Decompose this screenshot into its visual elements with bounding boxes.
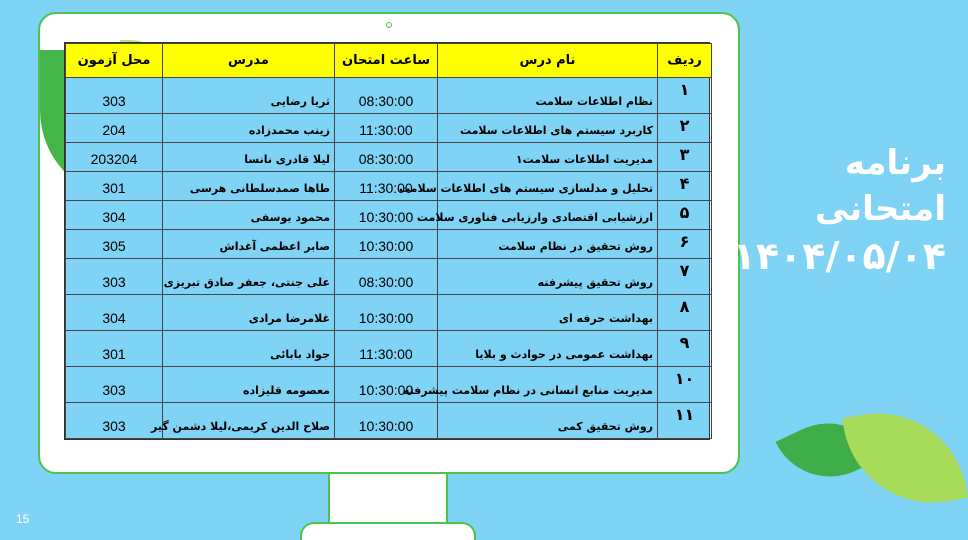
exam-time-cell: 10:30:00 — [335, 230, 438, 259]
table-row — [66, 331, 712, 367]
monitor-neck — [328, 474, 448, 524]
location-cell: 304 — [66, 295, 163, 331]
page-number: 15 — [16, 512, 30, 526]
monitor-base — [300, 522, 476, 540]
table-row — [66, 295, 712, 331]
course-name-cell: روش تحقیق در نظام سلامت — [438, 230, 658, 259]
exam-time-cell: 08:30:00 — [335, 78, 438, 114]
table-row — [66, 230, 712, 259]
header-location: محل آزمون — [66, 44, 163, 78]
table-row — [66, 201, 712, 230]
camera-dot — [386, 22, 392, 28]
teacher-cell: صلاح الدین کریمی،لیلا دشمن گیر — [163, 403, 335, 439]
course-name-cell: نظام اطلاعات سلامت — [438, 78, 658, 114]
title-text: برنامه امتحانی — [814, 143, 946, 229]
table-row — [66, 172, 712, 201]
row-number-cell: ۱ — [658, 78, 712, 114]
row-number-cell: ۱۰ — [658, 367, 712, 403]
location-cell: 203204 — [66, 143, 163, 172]
location-cell: 303 — [66, 78, 163, 114]
row-number-cell: ۳ — [658, 143, 712, 172]
course-name-cell: روش تحقیق کمی — [438, 403, 658, 439]
course-name-cell: مدیریت منابع انسانی در نظام سلامت پیشرفته — [438, 367, 658, 403]
location-cell: 305 — [66, 230, 163, 259]
exam-schedule-table-container — [64, 42, 710, 440]
row-number-cell: ۸ — [658, 295, 712, 331]
exam-time-cell: 11:30:00 — [335, 114, 438, 143]
course-name-cell: تحلیل و مدلسازی سیستم های اطلاعات سلامت — [438, 172, 658, 201]
course-name-cell: روش تحقیق پیشرفته — [438, 259, 658, 295]
teacher-cell: زینب محمدزاده — [163, 114, 335, 143]
course-name-cell: بهداشت حرفه ای — [438, 295, 658, 331]
location-cell: 204 — [66, 114, 163, 143]
location-cell: 304 — [66, 201, 163, 230]
row-number-cell: ۶ — [658, 230, 712, 259]
table-row — [66, 403, 712, 439]
teacher-cell: محمود یوسفی — [163, 201, 335, 230]
table-row — [66, 78, 712, 114]
teacher-cell: طاها صمدسلطانی هرسی — [163, 172, 335, 201]
exam-time-cell: 10:30:00 — [335, 403, 438, 439]
exam-time-cell: 08:30:00 — [335, 143, 438, 172]
exam-time-cell: 11:30:00 — [335, 331, 438, 367]
course-name-cell: کاربرد سیستم های اطلاعات سلامت — [438, 114, 658, 143]
table-row — [66, 367, 712, 403]
table-row — [66, 259, 712, 295]
table-row — [66, 143, 712, 172]
exam-time-cell: 08:30:00 — [335, 259, 438, 295]
exam-time-cell: 10:30:00 — [335, 367, 438, 403]
table-header-row — [66, 44, 712, 78]
exam-time-cell: 10:30:00 — [335, 295, 438, 331]
course-name-cell: مدیریت اطلاعات سلامت۱ — [438, 143, 658, 172]
slide-title — [716, 140, 946, 280]
course-name-cell: ارزشیابی اقتصادی وارزیابی فناوری سلامت — [438, 201, 658, 230]
course-name-cell: بهداشت عمومی در حوادث و بلایا — [438, 331, 658, 367]
teacher-cell: ثریا رضایی — [163, 78, 335, 114]
teacher-cell: غلامرضا مرادی — [163, 295, 335, 331]
teacher-cell: معصومه قلیزاده — [163, 367, 335, 403]
location-cell: 303 — [66, 367, 163, 403]
header-time: ساعت امتحان — [335, 44, 438, 78]
row-number-cell: ۱۱ — [658, 403, 712, 439]
location-cell: 303 — [66, 403, 163, 439]
header-teacher: مدرس — [163, 44, 335, 78]
header-course: نام درس — [438, 44, 658, 78]
title-date: ۱۴۰۴/۰۵/۰۴ — [732, 234, 946, 278]
row-number-cell: ۲ — [658, 114, 712, 143]
header-row-number: ردیف — [658, 44, 712, 78]
row-number-cell: ۹ — [658, 331, 712, 367]
teacher-cell: علی جنتی، جعفر صادق تبریزی — [163, 259, 335, 295]
teacher-cell: صابر اعظمی آغداش — [163, 230, 335, 259]
teacher-cell: لیلا قادری نانسا — [163, 143, 335, 172]
row-number-cell: ۵ — [658, 201, 712, 230]
location-cell: 303 — [66, 259, 163, 295]
leaf-decoration-right-light — [842, 399, 968, 517]
exam-time-cell: 10:30:00 — [335, 201, 438, 230]
table-row — [66, 114, 712, 143]
row-number-cell: ۴ — [658, 172, 712, 201]
exam-time-cell: 11:30:00 — [335, 172, 438, 201]
location-cell: 301 — [66, 172, 163, 201]
location-cell: 301 — [66, 331, 163, 367]
teacher-cell: جواد بابائی — [163, 331, 335, 367]
row-number-cell: ۷ — [658, 259, 712, 295]
exam-schedule-table — [65, 43, 712, 439]
